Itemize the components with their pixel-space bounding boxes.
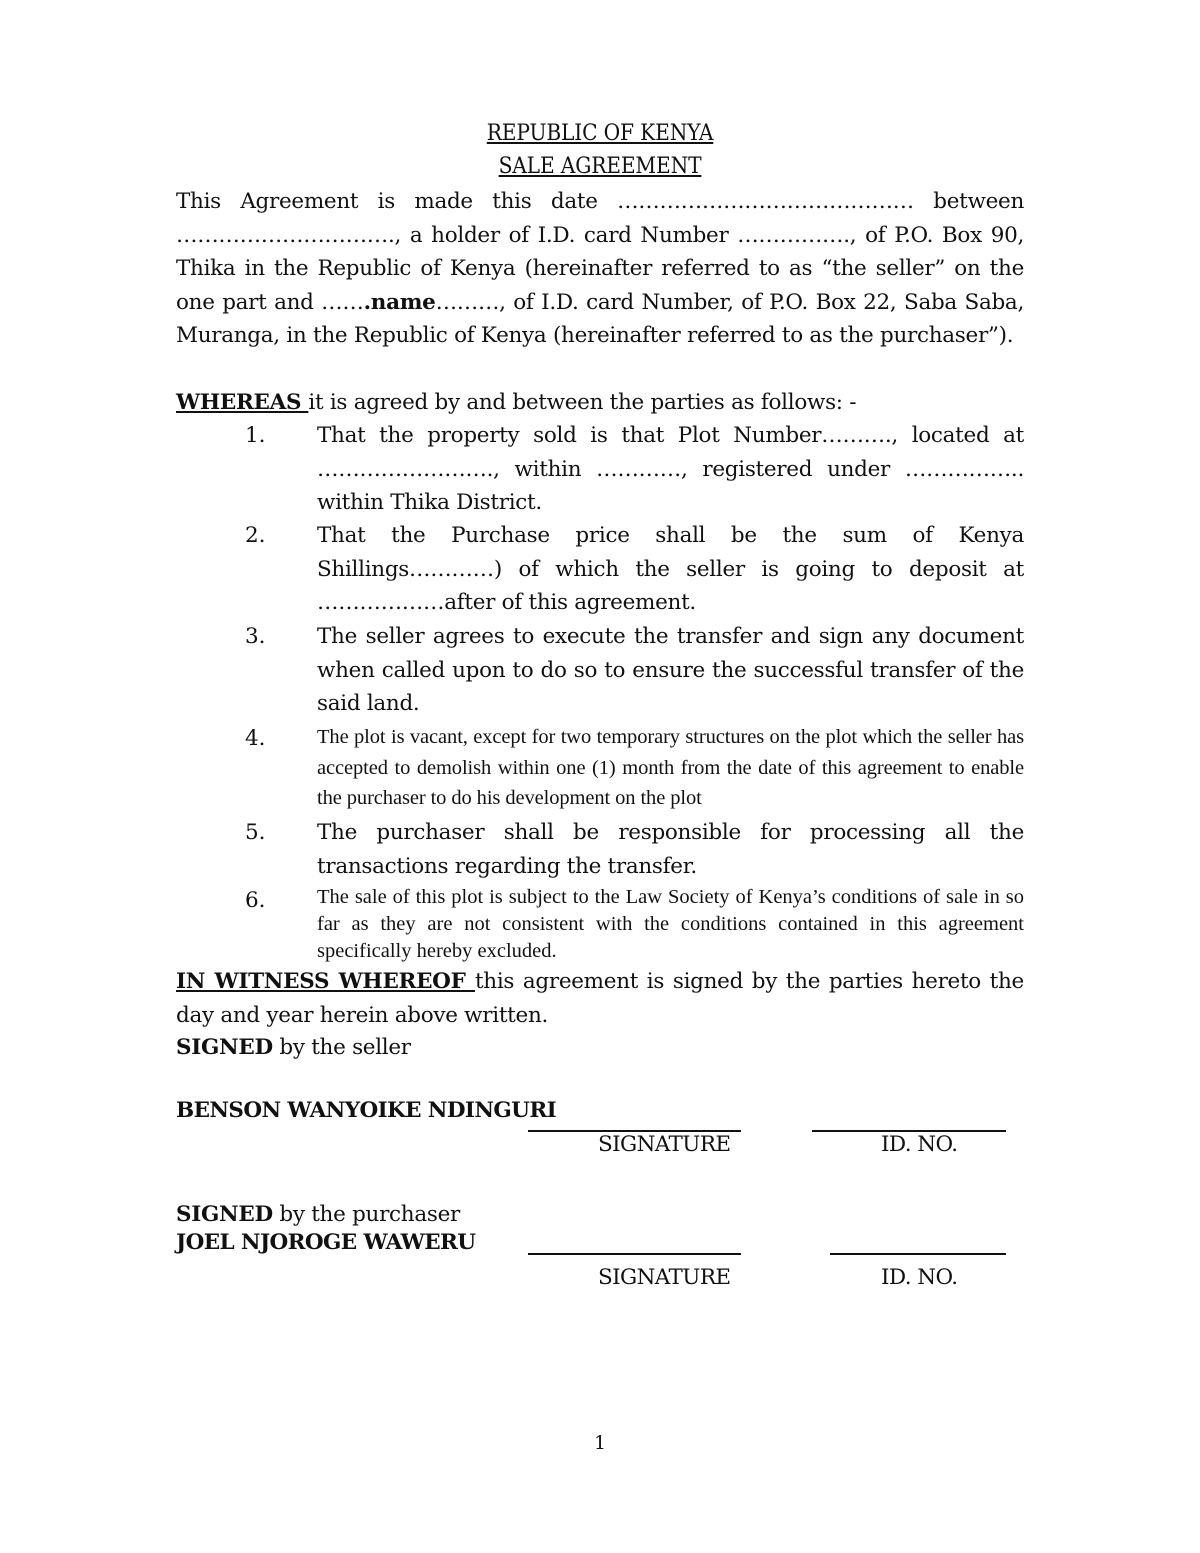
purchaser-signed-line — [176, 1198, 1024, 1232]
intro-dots-date: …………………………………… between — [617, 189, 1025, 214]
clause-text: That the Purchase price shall be the sum of Kenya Shillings…………) of which the seller is going to deposit at ………………after of this agreement. — [317, 523, 1024, 615]
clause-number: 3. — [245, 624, 266, 649]
clause-text: The purchaser shall be responsible for processing all the transactions regarding the transfer. — [317, 820, 1024, 879]
document-title: REPUBLIC OF KENYA — [486, 121, 714, 146]
whereas-keyword: WHEREAS — [176, 390, 309, 415]
intro-name-placeholder: .name — [363, 289, 436, 315]
purchaser-signed-text: by the purchaser — [272, 1202, 460, 1227]
intro-lead: This Agreement is made this date — [176, 189, 618, 214]
clause-text: That the property sold is that Plot Number………., located at ……………………., within …………, registered under …………….. within Thika District. — [317, 423, 1024, 515]
intro-paragraph — [176, 185, 1024, 353]
clause-number: 5. — [245, 820, 266, 845]
clause-text: The seller agrees to execute the transfer and sign any document when called upon to do so to ensure the successful transfer of the said land. — [317, 624, 1024, 716]
seller-signed-line — [176, 1031, 1024, 1065]
witness-paragraph — [176, 965, 1024, 1032]
clause-number: 1. — [245, 423, 266, 448]
whereas-text: it is agreed by and between the parties as follows: - — [308, 390, 857, 415]
clause-number: 4. — [245, 726, 266, 751]
purchaser-signature-label: SIGNATURE — [598, 1265, 731, 1290]
whereas-paragraph — [176, 386, 1024, 420]
clause-number: 6. — [245, 888, 266, 913]
document-subtitle: SALE AGREEMENT — [498, 154, 702, 179]
seller-signature-label: SIGNATURE — [598, 1132, 731, 1157]
seller-name: BENSON WANYOIKE NDINGURI — [176, 1098, 557, 1123]
purchaser-id-label: ID. NO. — [881, 1265, 958, 1290]
purchaser-id-line — [830, 1253, 1006, 1255]
seller-id-label: ID. NO. — [881, 1132, 958, 1157]
intro-body: …………………………., a holder of I.D. card Number ……………., of P.O. Box 90, Thika in the Republic of Kenya (hereinafter referred to as “the seller” on the one part and …… — [176, 222, 1024, 315]
clause-text: The plot is vacant, except for two temporary structures on the plot which the seller has accepted to demolish within one (1) month from the date of this agreement to enable the purchaser to do his development on the plot — [317, 726, 1024, 809]
seller-signed-keyword: SIGNED — [176, 1035, 273, 1060]
page-number: 1 — [593, 1432, 607, 1454]
intro-rest: ………, of I.D. card Number, of P.O. Box 22, Saba Saba, Muranga, in the Republic of Kenya (hereinafter referred to as the purchaser”). — [176, 289, 1024, 348]
clause-number: 2. — [245, 523, 266, 548]
clause-text: The sale of this plot is subject to the Law Society of Kenya’s conditions of sale in so far as they are not consistent with the conditions contained in this agreement specifically hereby excluded. — [317, 886, 1024, 962]
witness-text: this agreement is signed by the parties hereto the day and year herein above written. — [176, 969, 1024, 1028]
seller-signed-text: by the seller — [272, 1035, 411, 1060]
purchaser-name: JOEL NJOROGE WAWERU — [176, 1230, 476, 1255]
witness-keyword: IN WITNESS WHEREOF — [176, 969, 475, 994]
purchaser-signed-keyword: SIGNED — [176, 1202, 273, 1227]
purchaser-signature-line — [528, 1253, 741, 1255]
